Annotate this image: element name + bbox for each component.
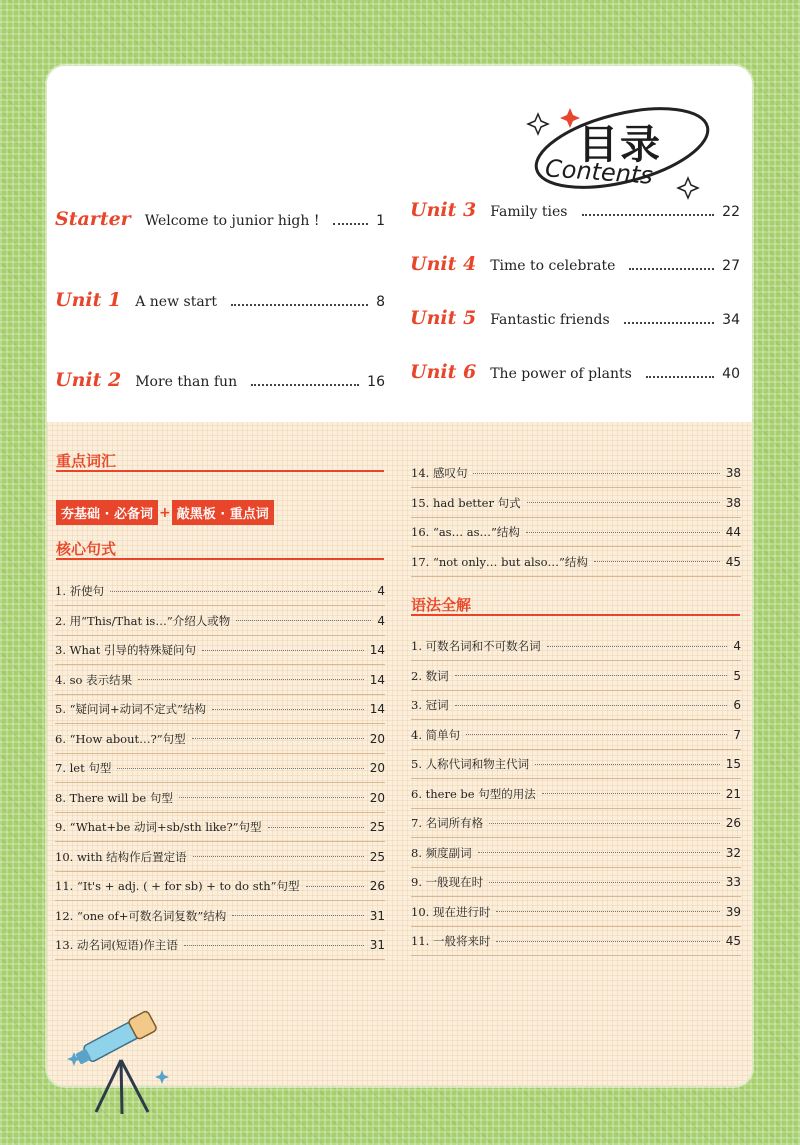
vocab-banner	[56, 500, 274, 525]
leader-dots	[646, 376, 714, 378]
row-divider	[55, 753, 385, 754]
banner-key-words[interactable]: 敲黑板 · 重点词	[172, 500, 274, 525]
leader-dots	[110, 591, 371, 592]
sparkle-icon	[560, 108, 580, 128]
toc-row-page: 14	[369, 702, 385, 716]
leader-dots	[496, 911, 719, 912]
toc-row-text: 5. “疑问词+动词不定式”结构	[55, 702, 207, 716]
row-divider	[411, 837, 741, 838]
contents-title: 目录	[578, 122, 662, 168]
toc-row[interactable]	[55, 611, 385, 631]
toc-row[interactable]	[55, 581, 385, 601]
row-divider	[411, 896, 741, 897]
toc-row[interactable]	[411, 843, 741, 863]
unit-page: 40	[722, 366, 740, 382]
unit-page: 27	[722, 258, 740, 274]
unit-title: More than fun	[135, 374, 238, 390]
toc-row[interactable]	[411, 695, 741, 715]
toc-row[interactable]	[55, 758, 385, 778]
toc-row-text: 13. 动名词(短语)作主语	[55, 938, 178, 952]
leader-dots	[624, 322, 714, 324]
section-sentences: 核心句式	[56, 540, 117, 558]
toc-row-page: 20	[369, 761, 385, 775]
toc-row-page: 21	[725, 786, 741, 801]
toc-row-text: 2. 数词	[411, 668, 449, 683]
unit-label: Unit 6	[410, 361, 477, 383]
toc-row[interactable]	[411, 784, 741, 804]
row-divider	[55, 930, 385, 931]
leader-dots	[202, 650, 364, 651]
leader-dots	[333, 223, 368, 225]
unit-title: The power of plants	[490, 366, 632, 382]
toc-row[interactable]	[411, 666, 741, 686]
unit-entry-1[interactable]	[55, 289, 385, 311]
banner-basic-words[interactable]: 夯基础 · 必备词	[56, 500, 158, 525]
toc-row-text: 11. 一般将来时	[411, 934, 491, 948]
row-divider	[55, 900, 385, 901]
toc-row-text: 4. 简单句	[411, 727, 461, 742]
leader-dots	[212, 709, 364, 710]
leader-dots	[192, 738, 364, 739]
toc-row-text: 3. What 引导的特殊疑问句	[55, 643, 196, 657]
toc-row-page: 38	[725, 466, 741, 480]
unit-title: Welcome to junior high !	[144, 213, 320, 229]
toc-row-text: 14. 感叹句	[411, 466, 468, 480]
toc-row[interactable]	[55, 817, 385, 837]
toc-row-page: 25	[369, 849, 385, 864]
leader-dots	[455, 705, 728, 706]
leader-dots	[489, 882, 720, 883]
banner-plus: +	[159, 504, 171, 521]
row-divider	[55, 782, 385, 783]
row-divider	[55, 871, 385, 872]
row-divider	[411, 546, 741, 547]
leader-dots	[455, 675, 728, 676]
row-divider	[55, 664, 385, 665]
toc-row[interactable]	[55, 847, 385, 867]
unit-entry-3[interactable]	[410, 199, 740, 221]
leader-dots	[232, 915, 363, 916]
toc-row[interactable]	[411, 754, 741, 774]
toc-row-text: 1. 祈使句	[55, 584, 105, 598]
leader-dots	[179, 797, 364, 798]
toc-row-page: 4	[733, 639, 741, 653]
unit-entry-5[interactable]	[410, 307, 740, 329]
toc-row-page: 45	[725, 554, 741, 569]
toc-row-page: 14	[369, 643, 385, 657]
toc-row-page: 33	[725, 875, 741, 889]
toc-row-text: 12. “one of+可数名词复数”结构	[55, 908, 227, 923]
toc-row[interactable]	[411, 872, 741, 892]
leader-dots	[582, 214, 715, 216]
leader-dots	[231, 304, 368, 306]
toc-row-text: 5. 人称代词和物主代词	[411, 757, 530, 771]
leader-dots	[547, 646, 728, 647]
toc-row-text: 10. 现在进行时	[411, 904, 491, 919]
row-divider	[411, 808, 741, 809]
unit-label: Unit 1	[55, 289, 122, 311]
toc-row-page: 20	[369, 790, 385, 805]
toc-row[interactable]	[411, 902, 741, 922]
section-grammar-underline	[411, 614, 740, 616]
unit-entry-2[interactable]	[55, 369, 385, 391]
leader-dots	[496, 941, 719, 942]
toc-row-text: 8. 频度副词	[411, 845, 472, 860]
toc-row-page: 7	[733, 727, 741, 742]
leader-dots	[466, 734, 727, 735]
toc-row[interactable]	[411, 552, 741, 572]
toc-row-page: 20	[369, 731, 385, 746]
unit-label: Unit 2	[55, 369, 122, 391]
toc-row-page: 6	[733, 698, 741, 712]
leader-dots	[478, 852, 720, 853]
toc-row-text: 4. so 表示结果	[55, 672, 133, 687]
section-vocab: 重点词汇	[56, 452, 117, 470]
unit-entry-starter[interactable]	[55, 208, 385, 230]
row-divider	[55, 812, 385, 813]
unit-label: Unit 4	[410, 253, 477, 275]
unit-entry-6[interactable]	[410, 361, 740, 383]
unit-title: Time to celebrate	[490, 258, 616, 274]
toc-row[interactable]	[55, 640, 385, 660]
row-divider	[411, 487, 741, 488]
toc-row-page: 32	[725, 845, 741, 860]
section-sentences-underline	[56, 558, 384, 560]
toc-row-page: 15	[725, 757, 741, 771]
row-divider	[55, 841, 385, 842]
toc-row[interactable]	[411, 725, 741, 745]
row-divider	[411, 660, 741, 661]
toc-row-page: 44	[725, 525, 741, 539]
row-divider	[55, 605, 385, 606]
unit-label: Unit 5	[410, 307, 477, 329]
leader-dots	[138, 679, 364, 680]
row-divider	[411, 955, 741, 956]
row-divider	[411, 719, 741, 720]
unit-title: Fantastic friends	[490, 312, 610, 328]
toc-row-text: 10. with 结构作后置定语	[55, 849, 187, 864]
unit-title: Family ties	[490, 204, 568, 220]
row-divider	[411, 517, 741, 518]
toc-row-page: 39	[725, 904, 741, 919]
toc-row[interactable]	[55, 788, 385, 808]
unit-entry-4[interactable]	[410, 253, 740, 275]
toc-row-text: 1. 可数名词和不可数名词	[411, 639, 541, 653]
contents-subtitle: Contents	[544, 154, 654, 190]
toc-row-page: 26	[369, 879, 385, 893]
row-divider	[55, 959, 385, 960]
toc-row-text: 9. “What+be 动词+sb/sth like?”句型	[55, 820, 262, 834]
toc-row[interactable]	[55, 876, 385, 896]
toc-row-page: 4	[377, 584, 385, 598]
section-grammar: 语法全解	[411, 596, 472, 614]
toc-row[interactable]	[55, 906, 385, 926]
leader-dots	[526, 532, 720, 533]
leader-dots	[184, 945, 364, 946]
leader-dots	[117, 768, 363, 769]
toc-row-text: 7. 名词所有格	[411, 816, 484, 830]
toc-row-text: 11. “It's + adj. ( + for sb) + to do sth”句型	[55, 879, 300, 893]
unit-label: Unit 3	[410, 199, 477, 221]
toc-row-text: 15. had better 句式	[411, 495, 521, 510]
toc-row-text: 7. let 句型	[55, 761, 112, 775]
unit-page: 22	[722, 204, 740, 220]
unit-page: 1	[376, 213, 385, 229]
row-divider	[411, 867, 741, 868]
leader-dots	[268, 827, 364, 828]
toc-row[interactable]	[411, 463, 741, 483]
toc-row-text: 6. there be 句型的用法	[411, 786, 536, 801]
leader-dots	[527, 502, 720, 503]
leader-dots	[251, 384, 359, 386]
toc-row-text: 2. 用“This/That is…”介绍人或物	[55, 613, 231, 628]
toc-row-page: 5	[733, 668, 741, 683]
leader-dots	[236, 620, 371, 621]
toc-row-page: 31	[369, 908, 385, 923]
leader-dots	[542, 793, 720, 794]
unit-page: 16	[367, 374, 385, 390]
toc-row[interactable]	[55, 935, 385, 955]
telescope-icon	[66, 1000, 176, 1120]
toc-row[interactable]	[55, 670, 385, 690]
toc-row[interactable]	[411, 522, 741, 542]
row-divider	[411, 690, 741, 691]
toc-row-text: 6. “How about…?”句型	[55, 731, 186, 746]
leader-dots	[473, 473, 719, 474]
toc-row-page: 14	[369, 672, 385, 687]
toc-row[interactable]	[411, 931, 741, 951]
row-divider	[411, 749, 741, 750]
toc-row-page: 26	[725, 816, 741, 830]
toc-row-text: 3. 冠词	[411, 698, 449, 712]
leader-dots	[306, 886, 364, 887]
unit-label: Starter	[55, 208, 131, 230]
toc-row[interactable]	[55, 729, 385, 749]
toc-row[interactable]	[55, 699, 385, 719]
toc-row-page: 38	[725, 495, 741, 510]
row-divider	[411, 576, 741, 577]
toc-row-page: 31	[369, 938, 385, 952]
leader-dots	[629, 268, 714, 270]
unit-page: 8	[376, 294, 385, 310]
toc-row[interactable]	[411, 813, 741, 833]
toc-row-text: 17. “not only… but also…”结构	[411, 554, 588, 569]
toc-row[interactable]	[411, 493, 741, 513]
toc-row-text: 16. “as… as…”结构	[411, 525, 520, 539]
unit-page: 34	[722, 312, 740, 328]
toc-row-page: 45	[725, 934, 741, 948]
unit-title: A new start	[135, 294, 217, 310]
leader-dots	[193, 856, 364, 857]
toc-row-text: 8. There will be 句型	[55, 790, 173, 805]
toc-row-page: 25	[369, 820, 385, 834]
toc-row[interactable]	[411, 636, 741, 656]
leader-dots	[594, 561, 720, 562]
leader-dots	[535, 764, 720, 765]
row-divider	[411, 778, 741, 779]
leader-dots	[489, 823, 720, 824]
row-divider	[55, 694, 385, 695]
row-divider	[55, 723, 385, 724]
section-vocab-underline	[56, 470, 384, 472]
toc-row-text: 9. 一般现在时	[411, 875, 484, 889]
toc-row-page: 4	[377, 613, 385, 628]
row-divider	[55, 635, 385, 636]
row-divider	[411, 926, 741, 927]
